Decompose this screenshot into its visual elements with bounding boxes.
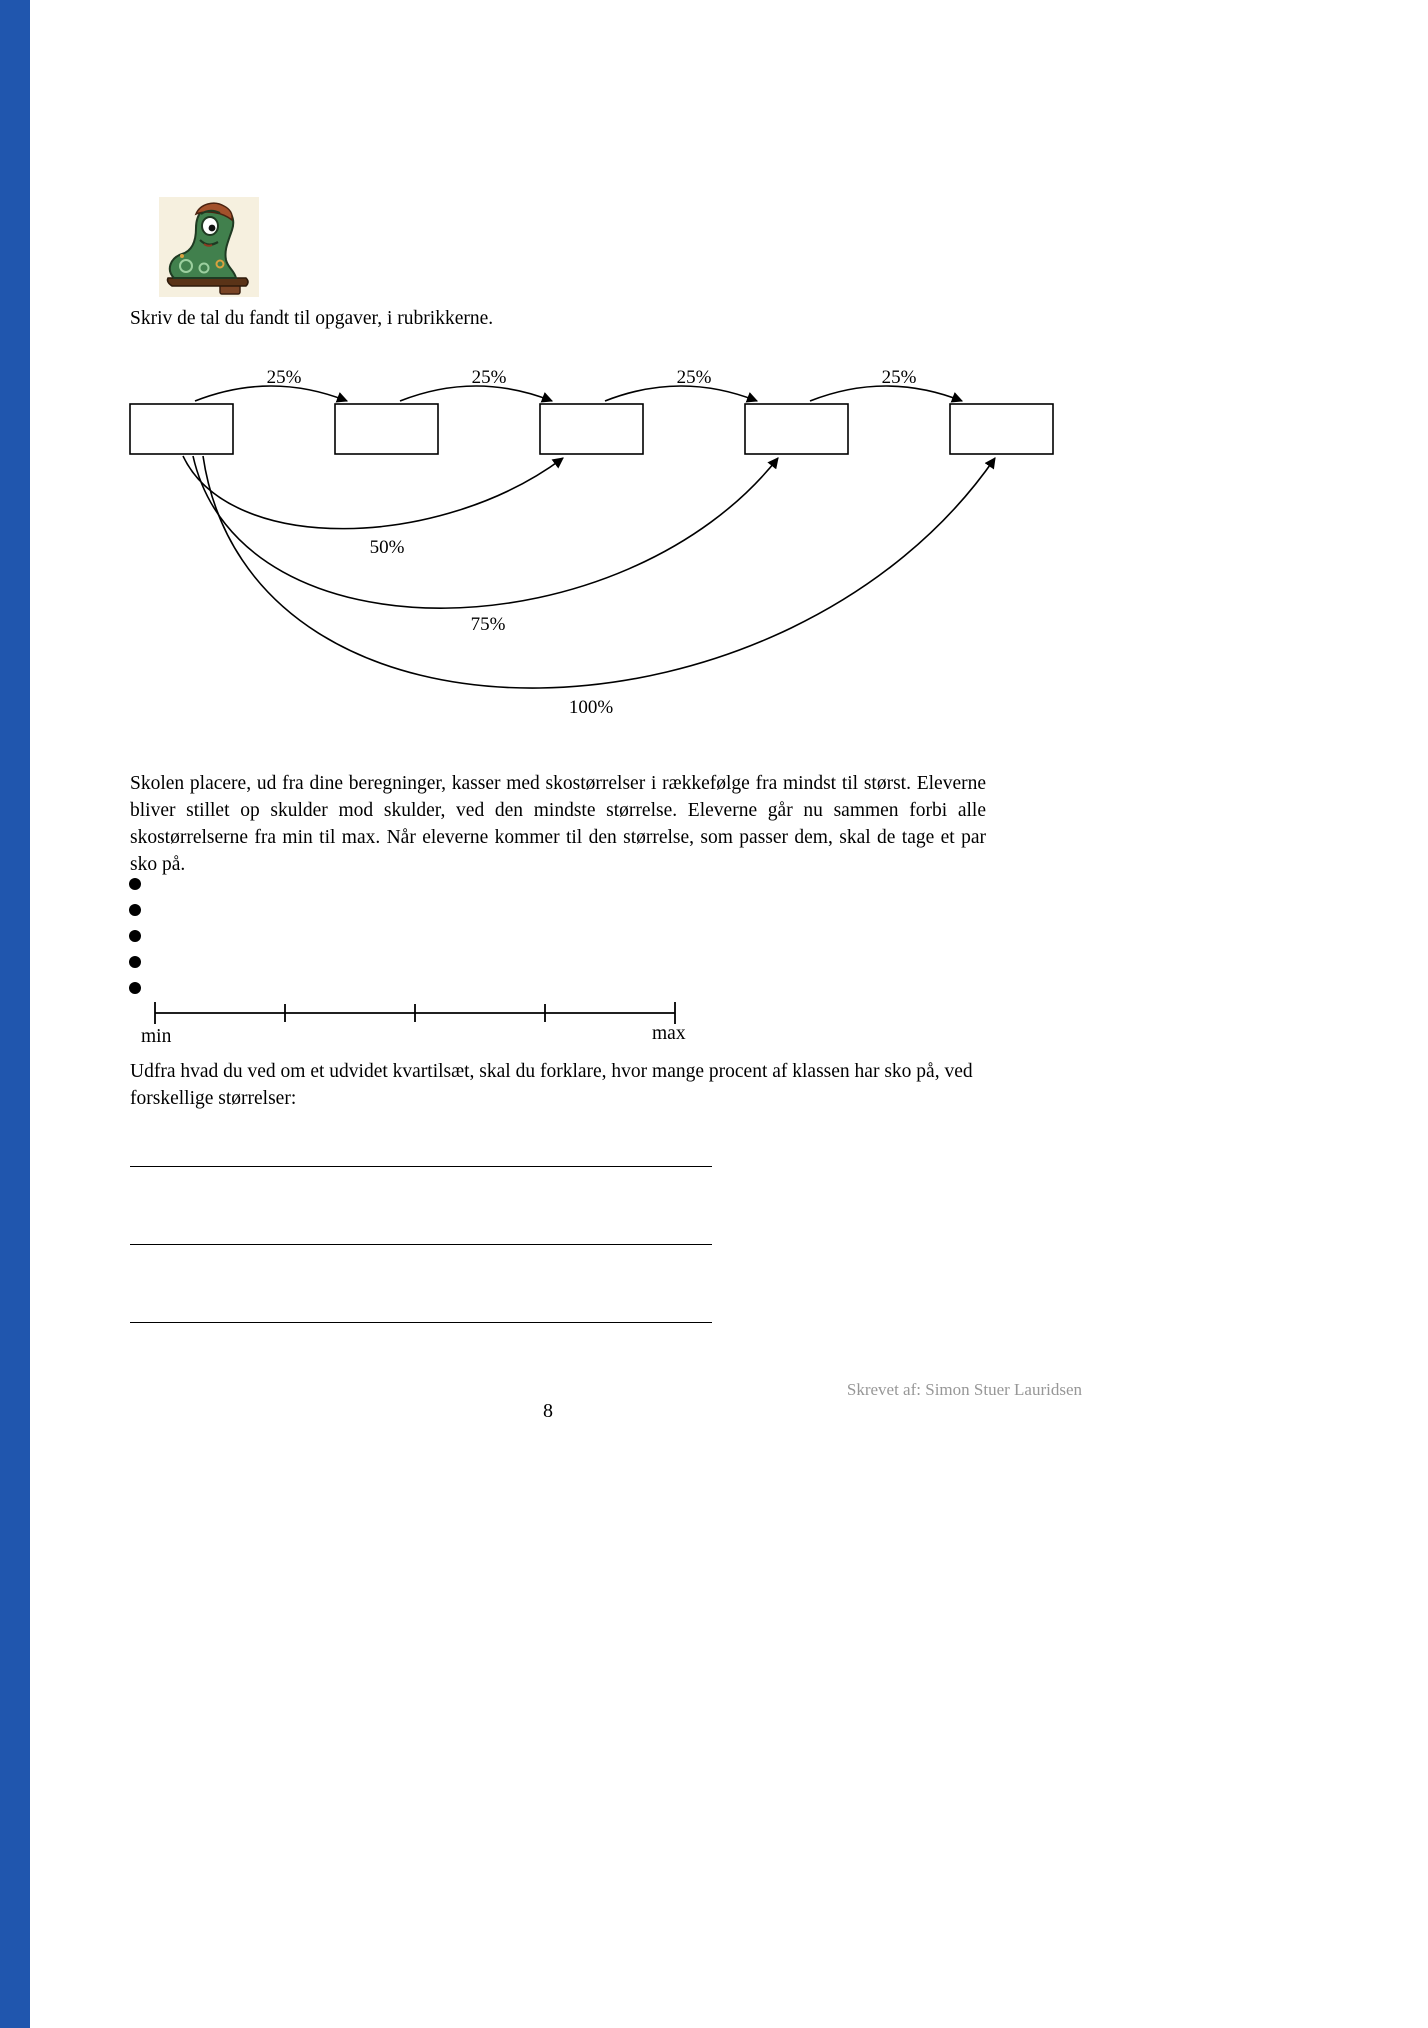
diagram-box-4[interactable] (745, 404, 848, 454)
arc-25-1 (195, 386, 347, 401)
arc-label-25-2: 25% (471, 367, 507, 388)
diagram-box-5[interactable] (950, 404, 1053, 454)
bullet-dot-2 (129, 904, 141, 916)
arc-label-100: 100% (568, 697, 614, 718)
arc-label-25-3: 25% (676, 367, 712, 388)
number-line-max-label: max (652, 1023, 686, 1044)
arc-50 (183, 456, 563, 529)
page-number: 8 (543, 1400, 553, 1422)
min-max-number-line (153, 1000, 679, 1026)
footer-credit: Skrevet af: Simon Stuer Lauridsen (846, 1380, 1082, 1399)
number-line-min-label: min (141, 1026, 172, 1047)
answer-line-1[interactable] (130, 1166, 712, 1167)
diagram-box-3[interactable] (540, 404, 643, 454)
percent-arc-diagram (125, 355, 1065, 735)
shoe-boot-illustration (158, 194, 260, 300)
arc-label-25-1: 25% (266, 367, 302, 388)
arc-label-25-4: 25% (881, 367, 917, 388)
arc-label-50: 50% (369, 537, 405, 558)
bullet-dot-5 (129, 982, 141, 994)
bullet-list (129, 878, 141, 1008)
question-paragraph: Udfra hvad du ved om et udvidet kvartilsæt, skal du forklare, hvor mange procent af klassen har sko på, ved forskellige størrelser: (130, 1061, 973, 1109)
arc-75 (193, 456, 778, 608)
bullet-dot-1 (129, 878, 141, 890)
diagram-box-2[interactable] (335, 404, 438, 454)
answer-line-3[interactable] (130, 1322, 712, 1323)
answer-line-2[interactable] (130, 1244, 712, 1245)
left-accent-stripe (0, 0, 30, 2028)
bullet-dot-3 (129, 930, 141, 942)
body-paragraph: Skolen placere, ud fra dine beregninger, kasser med skostørrelser i rækkefølge fra mindst til størst. Eleverne bliver stillet op skulder mod skulder, ved den mindste størrelse. Eleverne går nu sammen forbi alle skostørrelserne fra min til max. Når eleverne kommer til den størrelse, som passer dem, skal de tage et par sko på. (130, 773, 986, 875)
arc-100 (203, 456, 995, 688)
arc-25-4 (810, 386, 962, 401)
boot-dot (180, 254, 184, 258)
diagram-box-1[interactable] (130, 404, 233, 454)
arc-25-3 (605, 386, 757, 401)
boot-pupil (209, 225, 216, 232)
bullet-dot-4 (129, 956, 141, 968)
boot-sole (168, 278, 249, 286)
intro-instruction: Skriv de tal du fandt til opgaver, i rubrikkerne. (130, 308, 494, 329)
arc-label-75: 75% (470, 614, 506, 635)
arc-25-2 (400, 386, 552, 401)
shoe-boot-icon (158, 194, 260, 300)
